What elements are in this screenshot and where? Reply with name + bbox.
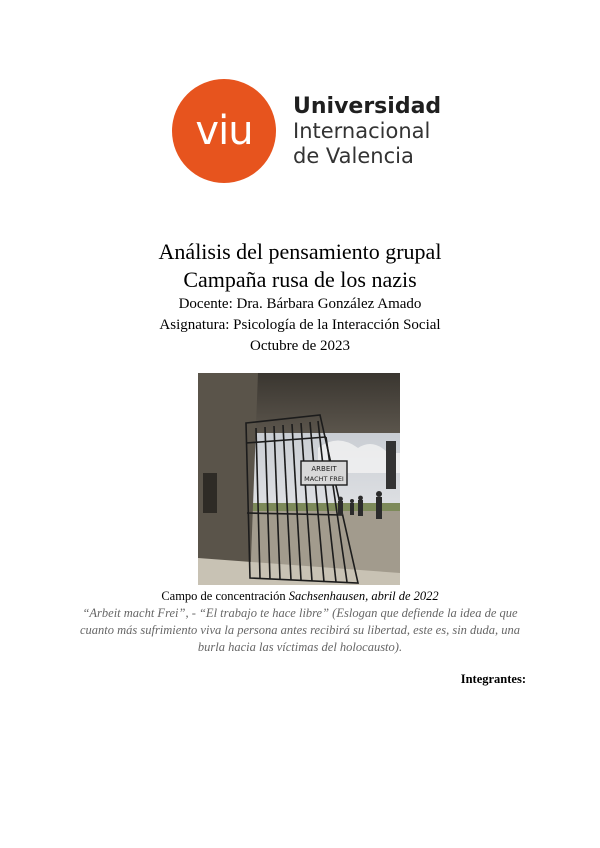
photo-caption [0,588,600,656]
subject-line: Asignatura: Psicología de la Interacción Social [159,317,441,333]
logo-mark-text: viu [195,108,253,154]
gate-sign-line2: MACHT FREI [304,475,344,483]
caption-line1 [0,588,600,605]
university-name [293,94,441,169]
camp-gate-photo [198,373,400,585]
gate-sign-line1: ARBEIT [311,465,337,473]
cover-title-block [0,238,600,357]
university-name-line2: Internacional [293,118,431,143]
date-line: Octubre de 2023 [250,338,350,354]
document-title-line2: Campaña rusa de los nazis [183,267,417,292]
teacher-line: Docente: Dra. Bárbara González Amado [178,296,422,312]
caption-line3: cuanto más sufrimiento viva la persona antes recibirá su libertad, este es, sin duda, una [79,623,521,637]
caption-prefix: Campo de concentración [161,589,289,603]
caption-place-date: Sachsenhausen, abril de 2022 [288,589,439,603]
university-name-line1: Universidad [293,93,442,119]
university-name-line3: de Valencia [293,143,414,168]
viu-logo-mark [172,79,276,183]
university-logo [172,79,441,183]
document-title-line1: Análisis del pensamiento grupal [158,239,442,264]
caption-line2: “Arbeit macht Frei”, - “El trabajo te hace libre” (Eslogan que defiende la idea de que [82,606,518,620]
members-label: Integrantes: [460,672,526,686]
caption-line4: burla hacia las víctimas del holocausto). [197,640,403,654]
